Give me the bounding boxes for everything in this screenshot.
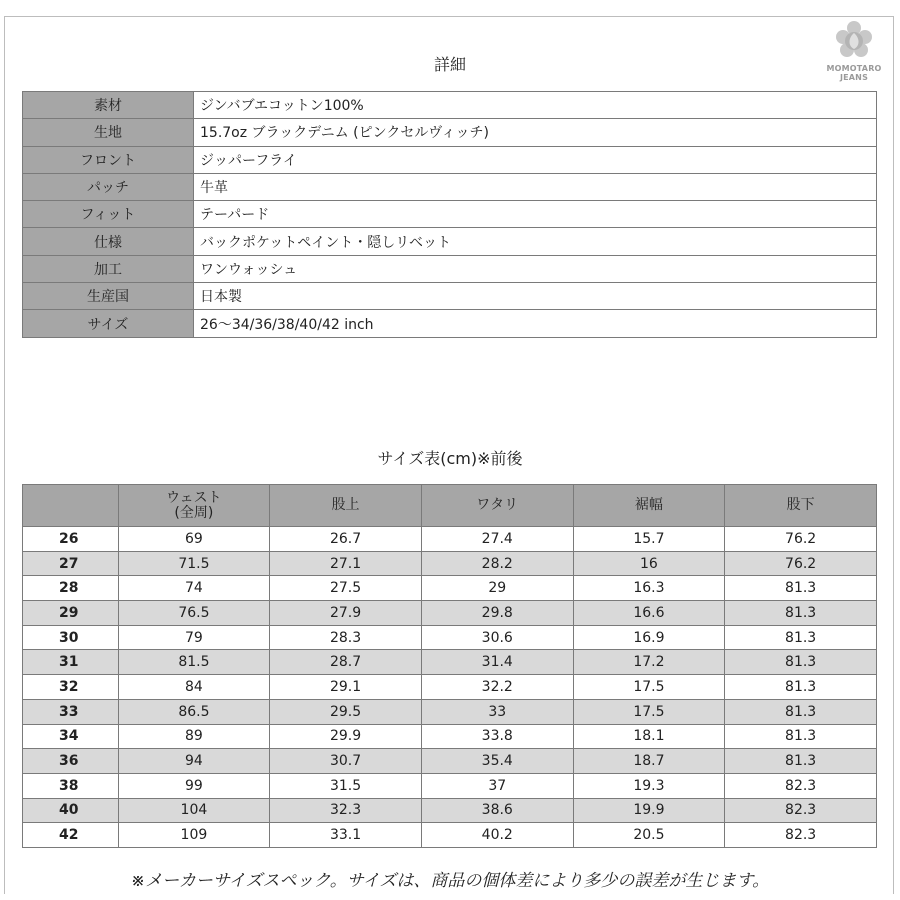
size-value-cell: 81.3 xyxy=(725,650,877,675)
size-value-cell: 81.3 xyxy=(725,724,877,749)
size-label-cell: 29 xyxy=(23,601,119,626)
size-value-cell: 17.5 xyxy=(573,699,725,724)
size-value-cell: 81.3 xyxy=(725,699,877,724)
size-label-cell: 38 xyxy=(23,773,119,798)
size-label-cell: 36 xyxy=(23,749,119,774)
size-value-cell: 32.3 xyxy=(270,798,422,823)
table-row xyxy=(23,675,877,700)
size-value-cell: 33.1 xyxy=(270,823,422,848)
size-header-cell: 裾幅 xyxy=(573,485,725,527)
size-value-cell: 27.4 xyxy=(421,527,573,552)
size-value-cell: 81.3 xyxy=(725,576,877,601)
detail-row xyxy=(23,228,877,255)
size-value-cell: 16 xyxy=(573,551,725,576)
size-value-cell: 15.7 xyxy=(573,527,725,552)
detail-value: ジッパーフライ xyxy=(194,146,877,173)
size-value-cell: 76.2 xyxy=(725,527,877,552)
detail-value: ジンバブエコットン100% xyxy=(194,92,877,119)
size-label-cell: 31 xyxy=(23,650,119,675)
size-value-cell: 82.3 xyxy=(725,798,877,823)
size-value-cell: 18.7 xyxy=(573,749,725,774)
detail-value: 26〜34/36/38/40/42 inch xyxy=(194,310,877,337)
size-value-cell: 31.4 xyxy=(421,650,573,675)
size-value-cell: 19.3 xyxy=(573,773,725,798)
size-table-title: サイズ表(cm)※前後 xyxy=(377,449,523,468)
table-row xyxy=(23,798,877,823)
size-value-cell: 33.8 xyxy=(421,724,573,749)
size-value-cell: 30.6 xyxy=(421,625,573,650)
detail-label: 生産国 xyxy=(23,283,194,310)
size-label-cell: 33 xyxy=(23,699,119,724)
detail-row xyxy=(23,119,877,146)
detail-value: テーパード xyxy=(194,201,877,228)
size-value-cell: 17.2 xyxy=(573,650,725,675)
size-value-cell: 27.1 xyxy=(270,551,422,576)
size-value-cell: 38.6 xyxy=(421,798,573,823)
detail-label: サイズ xyxy=(23,310,194,337)
size-value-cell: 29.5 xyxy=(270,699,422,724)
size-table xyxy=(22,484,877,848)
detail-label: フィット xyxy=(23,201,194,228)
size-value-cell: 27.9 xyxy=(270,601,422,626)
table-row xyxy=(23,749,877,774)
table-row xyxy=(23,576,877,601)
size-value-cell: 82.3 xyxy=(725,773,877,798)
size-value-cell: 32.2 xyxy=(421,675,573,700)
size-header-cell: ウェスト (全周) xyxy=(118,485,270,527)
size-value-cell: 71.5 xyxy=(118,551,270,576)
size-value-cell: 82.3 xyxy=(725,823,877,848)
detail-title: 詳細 xyxy=(433,55,466,74)
detail-value: 15.7oz ブラックデニム (ピンクセルヴィッチ) xyxy=(194,119,877,146)
size-value-cell: 99 xyxy=(118,773,270,798)
detail-row xyxy=(23,173,877,200)
detail-label: 素材 xyxy=(23,92,194,119)
size-label-cell: 28 xyxy=(23,576,119,601)
size-value-cell: 84 xyxy=(118,675,270,700)
detail-label: 加工 xyxy=(23,255,194,282)
size-note: ※メーカーサイズスペック。サイズは、商品の個体差により多少の誤差が生じます。 xyxy=(130,871,770,891)
size-value-cell: 74 xyxy=(118,576,270,601)
table-row xyxy=(23,601,877,626)
size-value-cell: 33 xyxy=(421,699,573,724)
size-header-cell: 股上 xyxy=(270,485,422,527)
table-row xyxy=(23,650,877,675)
size-value-cell: 109 xyxy=(118,823,270,848)
size-value-cell: 81.3 xyxy=(725,601,877,626)
detail-label: 仕様 xyxy=(23,228,194,255)
detail-row xyxy=(23,201,877,228)
size-value-cell: 28.2 xyxy=(421,551,573,576)
logo-text-line2: JEANS xyxy=(839,73,869,82)
size-value-cell: 81.3 xyxy=(725,749,877,774)
size-value-cell: 31.5 xyxy=(270,773,422,798)
size-value-cell: 37 xyxy=(421,773,573,798)
size-label-cell: 30 xyxy=(23,625,119,650)
table-row xyxy=(23,699,877,724)
size-value-cell: 40.2 xyxy=(421,823,573,848)
size-value-cell: 16.6 xyxy=(573,601,725,626)
size-label-cell: 40 xyxy=(23,798,119,823)
size-value-cell: 29.9 xyxy=(270,724,422,749)
detail-table xyxy=(22,91,877,338)
detail-label: フロント xyxy=(23,146,194,173)
size-value-cell: 89 xyxy=(118,724,270,749)
size-label-cell: 34 xyxy=(23,724,119,749)
size-value-cell: 18.1 xyxy=(573,724,725,749)
size-value-cell: 30.7 xyxy=(270,749,422,774)
size-value-cell: 29.8 xyxy=(421,601,573,626)
detail-label: パッチ xyxy=(23,173,194,200)
table-row xyxy=(23,724,877,749)
detail-row xyxy=(23,255,877,282)
size-value-cell: 19.9 xyxy=(573,798,725,823)
detail-row xyxy=(23,92,877,119)
size-value-cell: 20.5 xyxy=(573,823,725,848)
table-row xyxy=(23,773,877,798)
size-value-cell: 29.1 xyxy=(270,675,422,700)
detail-row xyxy=(23,310,877,337)
size-value-cell: 76.2 xyxy=(725,551,877,576)
table-row xyxy=(23,823,877,848)
size-value-cell: 16.9 xyxy=(573,625,725,650)
detail-label: 生地 xyxy=(23,119,194,146)
size-value-cell: 94 xyxy=(118,749,270,774)
detail-value: 牛革 xyxy=(194,173,877,200)
size-value-cell: 27.5 xyxy=(270,576,422,601)
detail-value: ワンウォッシュ xyxy=(194,255,877,282)
detail-row xyxy=(23,146,877,173)
table-row xyxy=(23,527,877,552)
size-value-cell: 81.5 xyxy=(118,650,270,675)
size-header-cell xyxy=(23,485,119,527)
size-value-cell: 29 xyxy=(421,576,573,601)
table-row xyxy=(23,625,877,650)
size-label-cell: 26 xyxy=(23,527,119,552)
size-header-cell: 股下 xyxy=(725,485,877,527)
detail-value: バックポケットペイント・隠しリベット xyxy=(194,228,877,255)
size-value-cell: 28.7 xyxy=(270,650,422,675)
size-value-cell: 79 xyxy=(118,625,270,650)
size-value-cell: 17.5 xyxy=(573,675,725,700)
size-value-cell: 35.4 xyxy=(421,749,573,774)
table-row xyxy=(23,551,877,576)
detail-row xyxy=(23,283,877,310)
logo-text-line1: MOMOTARO xyxy=(826,64,882,73)
size-value-cell: 81.3 xyxy=(725,625,877,650)
size-value-cell: 69 xyxy=(118,527,270,552)
size-value-cell: 76.5 xyxy=(118,601,270,626)
size-value-cell: 26.7 xyxy=(270,527,422,552)
size-value-cell: 81.3 xyxy=(725,675,877,700)
size-value-cell: 28.3 xyxy=(270,625,422,650)
size-label-cell: 42 xyxy=(23,823,119,848)
size-label-cell: 32 xyxy=(23,675,119,700)
size-label-cell: 27 xyxy=(23,551,119,576)
size-value-cell: 86.5 xyxy=(118,699,270,724)
size-value-cell: 104 xyxy=(118,798,270,823)
size-value-cell: 16.3 xyxy=(573,576,725,601)
detail-value: 日本製 xyxy=(194,283,877,310)
size-header-cell: ワタリ xyxy=(421,485,573,527)
